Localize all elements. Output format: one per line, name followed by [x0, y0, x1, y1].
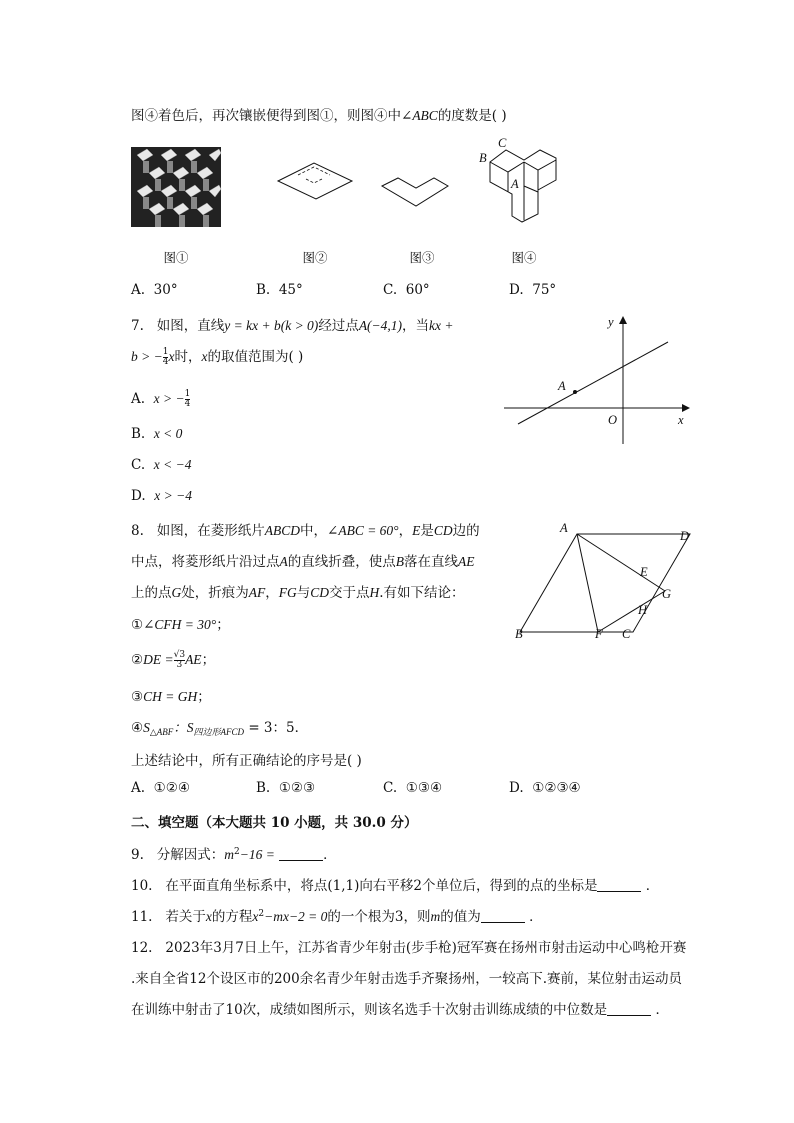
q7-label-a: A — [558, 379, 566, 393]
q8-conclusion-2: ②DE $=\frac{√3}{3}$ AE； — [131, 650, 216, 670]
section-2-heading: 二、填空题（本大题共 10 小题，共 30.0 分） — [131, 815, 418, 831]
q6-figure-2-rhombus — [276, 163, 356, 203]
q6-fig-label-1: 图① — [163, 250, 189, 265]
q12-line-2: .来自全省12个设区市的200余名青少年射击选手齐聚扬州，一较高下.赛前，某位射击运动员 — [131, 971, 683, 987]
q6-option-d[interactable]: D. 75° — [509, 282, 557, 298]
q6-option-c[interactable]: C. 60° — [383, 282, 430, 298]
q8-conclusion-4: $④S_{\triangle ABF}$：$S_{四边形AFCD} = 3$：5． — [131, 720, 309, 737]
q7-label-y: y — [608, 315, 614, 329]
q12-line-1: 12. 2023年3月7日上午，江苏省青少年射击(步手枪)冠军赛在扬州市射击运动中心鸣枪开赛 — [131, 940, 687, 956]
q7-line — [518, 342, 668, 424]
q11: 11. 若关于x的方程$x^2-mx-2 = 0$的一个根为3，则m的值为 ． — [131, 909, 543, 925]
q8-figure-rhombus — [510, 520, 710, 650]
q6-stem: 图④着色后，再次镶嵌便得到图①，则图④中∠ABC的度数是( ) — [131, 108, 507, 124]
q6-figure-3-chevron — [382, 176, 452, 216]
q7-label-o: O — [608, 413, 618, 427]
q9: 9. 分解因式：$m^2-16$ = ． — [131, 847, 337, 863]
q12-answer-blank[interactable] — [607, 1003, 651, 1016]
q8-label-g: G — [662, 587, 672, 601]
q7-option-d[interactable]: D. x > −4 — [131, 488, 192, 504]
q9-answer-blank[interactable] — [279, 848, 323, 861]
q8-label-b: B — [515, 627, 523, 641]
q8-option-d[interactable]: D. ①②③④ — [509, 780, 581, 796]
q8-label-e: E — [640, 565, 648, 579]
q7-option-a[interactable]: A. $x > -\frac{1}{4}$ — [131, 389, 191, 409]
q7-option-b[interactable]: B. x < 0 — [131, 426, 183, 442]
q6-option-a[interactable]: A. 30° — [131, 282, 178, 298]
q6-fig-label-3: 图③ — [409, 250, 435, 265]
q10: 10. 在平面直角坐标系中，将点(1,1)向右平移2个单位后，得到的点的坐标是 ． — [131, 878, 660, 894]
q6-fig-label-4: 图④ — [511, 250, 537, 265]
q10-answer-blank[interactable] — [597, 879, 641, 892]
q8-label-c: C — [622, 627, 631, 641]
q6-figure-4-solid — [476, 134, 566, 224]
q11-answer-blank[interactable] — [481, 910, 525, 923]
q8-stem-line-1: 8. 如图，在菱形纸片ABCD中，∠ABC = 60°，E是CD边的 — [131, 523, 480, 539]
q7-point-a — [573, 390, 577, 394]
q8-option-b[interactable]: B. ①②③ — [256, 780, 316, 796]
q8-label-d: D — [680, 529, 690, 543]
q8-conclusion-3: ③CH = GH； — [131, 689, 211, 705]
q8-stem-line-3: 上的点G处，折痕为AF，FG与CD交于点H.有如下结论： — [131, 585, 465, 601]
q8-label-h: H — [638, 603, 648, 617]
q8-option-a[interactable]: A. ①②④ — [131, 780, 190, 796]
q8-stem-line-2: 中点，将菱形纸片沿过点A的直线折叠，使点B落在直线AE — [131, 554, 475, 570]
q8-label-f: F — [595, 627, 603, 641]
q7-option-c[interactable]: C. x < −4 — [131, 457, 192, 473]
q6-option-b[interactable]: B. 45° — [256, 282, 303, 298]
q7-label-x: x — [678, 413, 684, 427]
fig4-point-C: C — [498, 136, 507, 150]
q8-conclusion-1: ①∠CFH = 30°； — [131, 617, 230, 633]
q7-stem-line-2: $b > -\frac{1}{4}$ x时，x的取值范围为( ) — [131, 347, 304, 367]
q7-graph — [502, 314, 702, 444]
fig4-point-A: A — [511, 177, 519, 191]
q6-figure-1-tessellation — [131, 147, 221, 227]
q12-line-3: 在训练中射击了10次，成绩如图所示，则该名选手十次射击训练成绩的中位数是 ． — [131, 1002, 669, 1018]
q6-fig-label-2: 图② — [302, 250, 328, 265]
q7-stem-line-1: 7. 如图，直线y = kx + b(k > 0)经过点A(−4,1)，当kx + — [131, 318, 454, 334]
q8-option-c[interactable]: C. ①③④ — [383, 780, 443, 796]
q8-label-a: A — [560, 521, 568, 535]
q8-ask: 上述结论中，所有正确结论的序号是( ) — [131, 753, 362, 769]
q7-fraction: $\frac{1}{4}$ — [162, 347, 169, 367]
fig4-point-B: B — [479, 151, 487, 165]
